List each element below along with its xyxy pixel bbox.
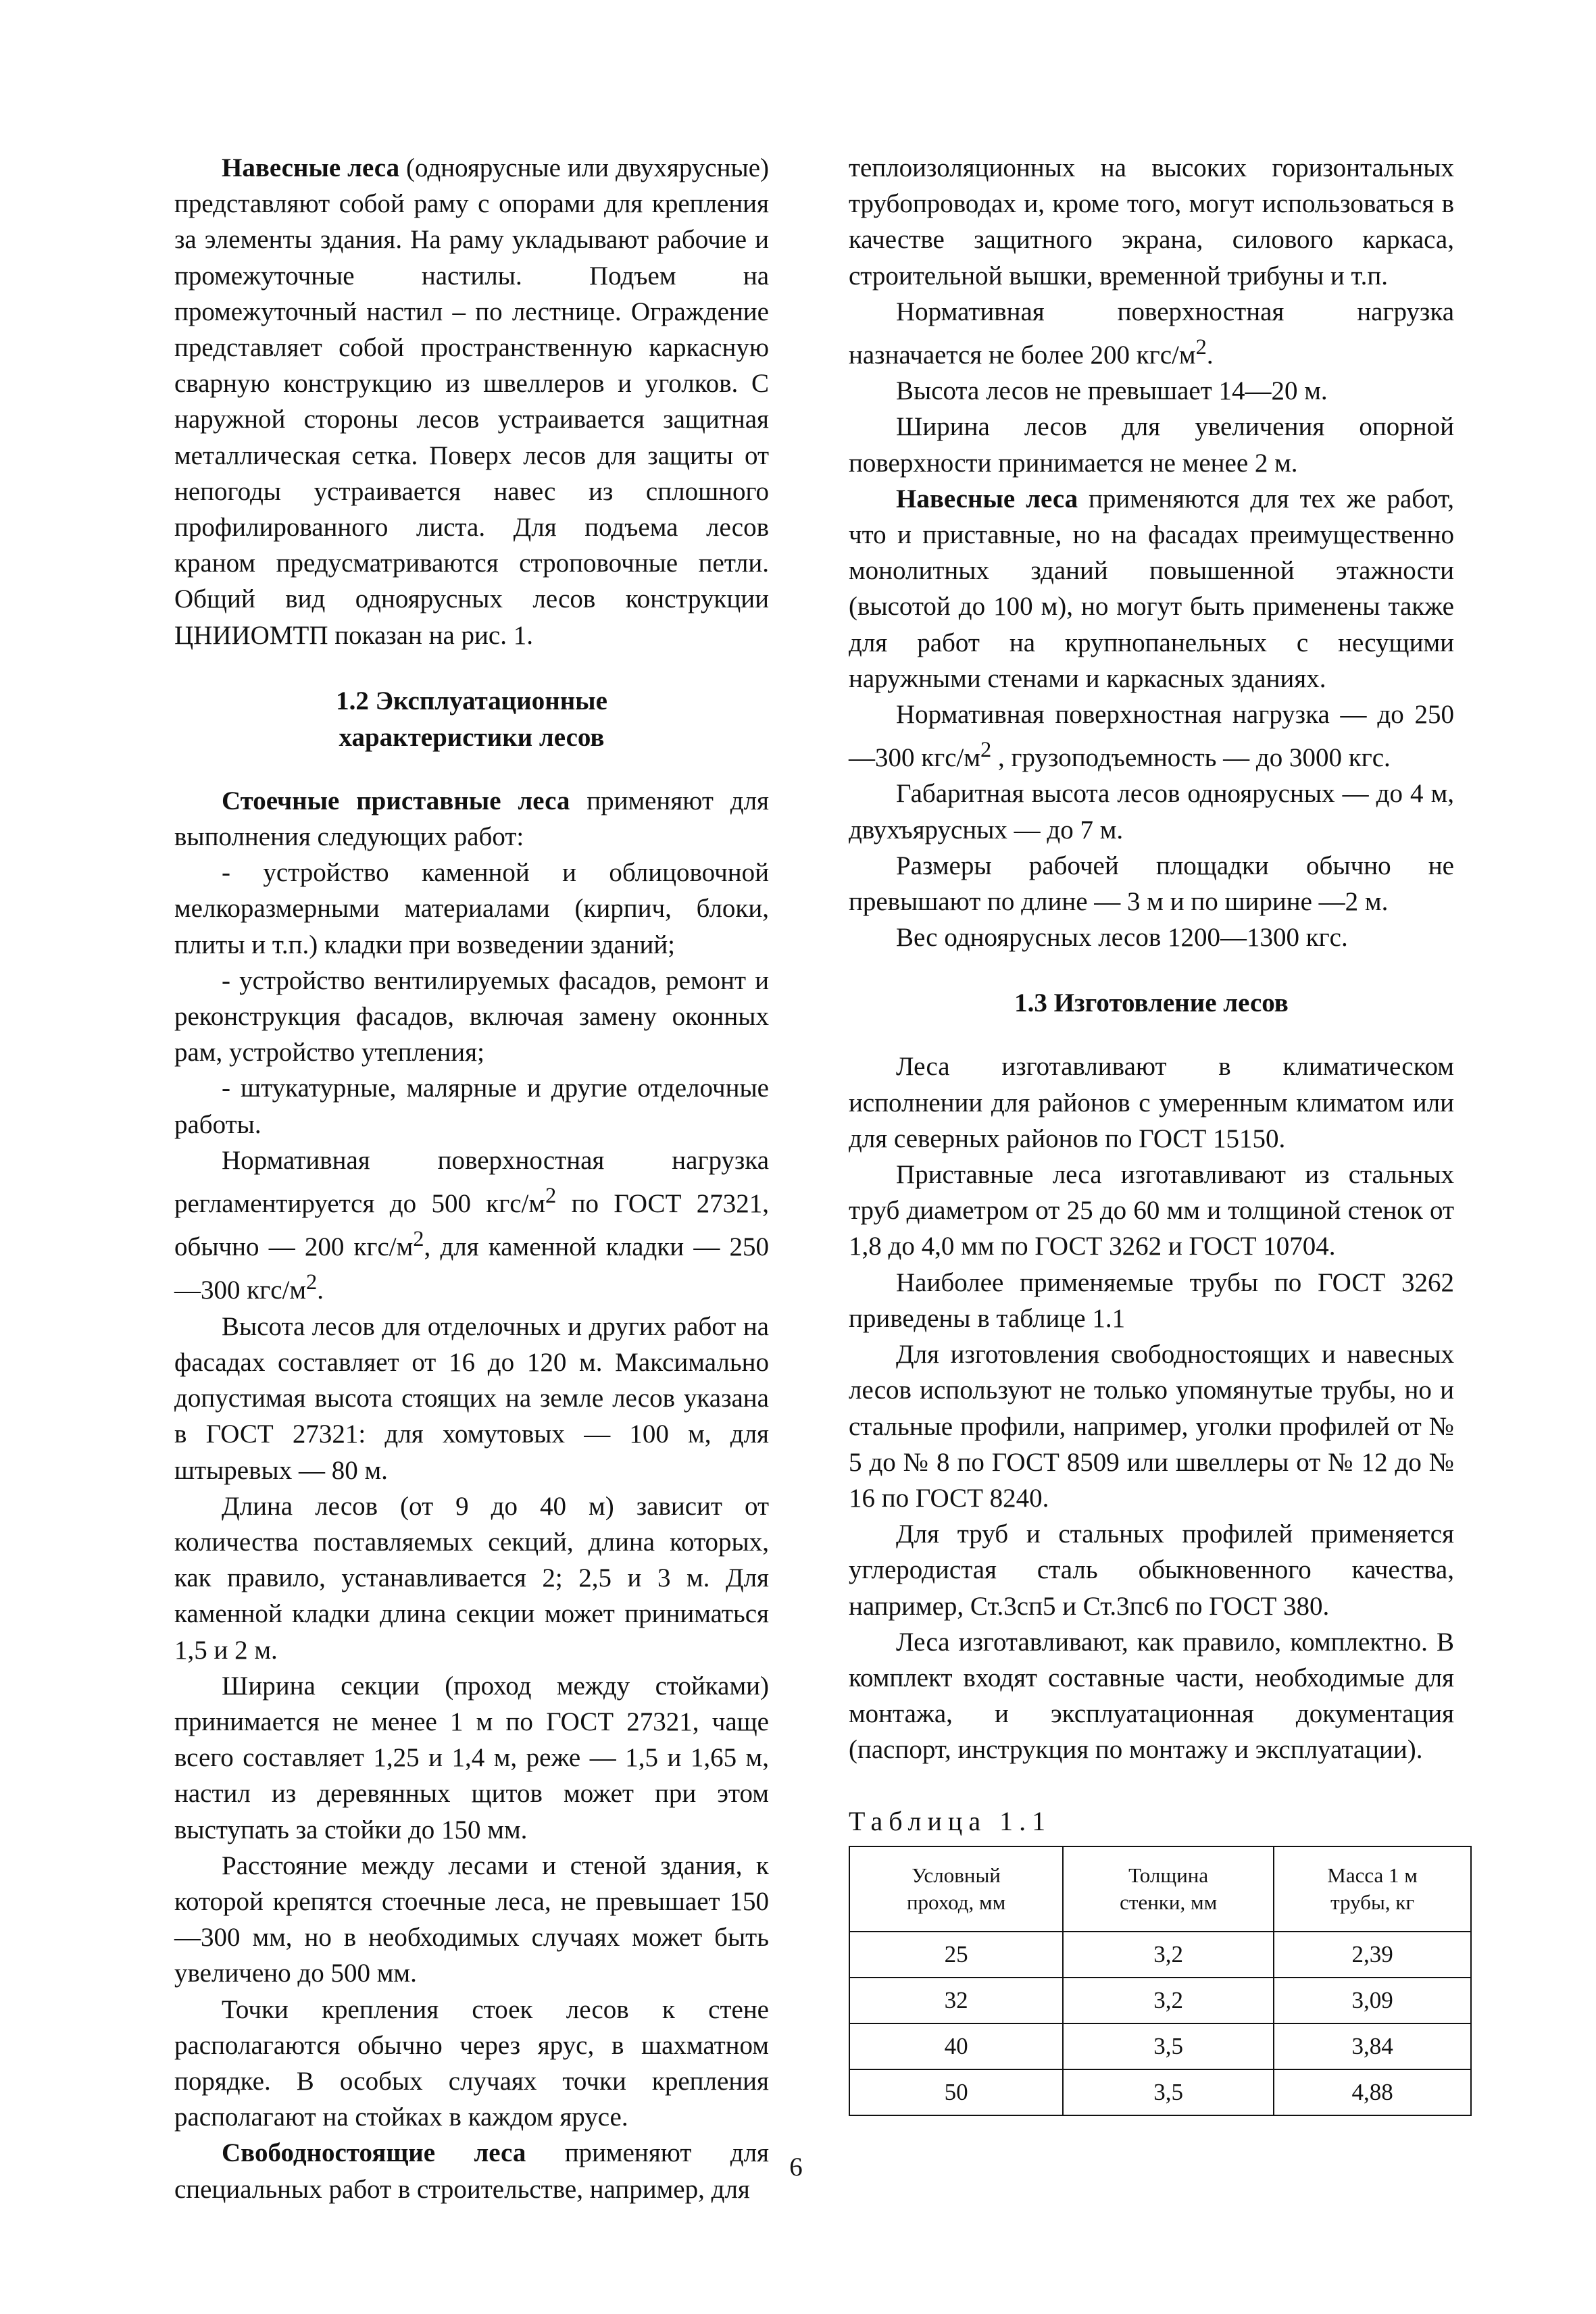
paragraph-weight: Вес одноярусных лесов 1200—1300 кгс. [896, 923, 1348, 953]
paragraph-climate: Леса изготавливают в климатическом исполнении для районов с умеренным климатом или для северных районов по ГОСТ 15150. [849, 1052, 1454, 1153]
paragraph-load-freestanding: Нормативная поверхностная нагрузка назначается не более 200 кгс/$м^2$. [849, 297, 1454, 370]
list-item: - устройство вентилируемых фасадов, ремонт и реконструкция фасадов, включая замену оконных рам, устройство утепления; [174, 965, 769, 1067]
paragraph-kit: Леса изготавливают, как правило, комплектно. В комплект входят составные части, необходимые для монтажа, и эксплуатационная документация (паспорт, инструкция по монтажу и эксплуатации). [849, 1627, 1454, 1765]
heading-line: 1.2 Эксплуатационные [336, 686, 607, 715]
table-cell: 25 [849, 1932, 1063, 1978]
table-header-cell: Условный проход, мм [849, 1846, 1063, 1932]
table-cell: 50 [849, 2069, 1063, 2115]
paragraph-height: Высота лесов для отделочных и других работ на фасадах составляет от 16 до 120 м. Максимально допустимая высота стоящих на земле лесов указана в ГОСТ 27321: для хомутовых — 100 м, для штыревых — 80 м. [174, 1311, 769, 1485]
left-column [174, 150, 769, 2207]
section-heading-1-3: 1.3 Изготовление лесов [1014, 988, 1289, 1018]
paragraph-distance: Расстояние между лесами и стеной здания, к которой крепятся стоечные леса, не превышает 150—300 мм, но в необходимых случаях может быть увеличено до 500 мм. [174, 1851, 769, 1988]
page-number: 6 [789, 2153, 803, 2182]
table-cell: 32 [849, 1978, 1063, 2023]
paragraph-freestanding: Свободностоящие леса применяют для специальных работ в строительстве, например, для [174, 2138, 769, 2204]
section-heading-1-2 [174, 683, 769, 756]
paragraph-continued: теплоизоляционных на высоких горизонтальных трубопроводах и, кроме того, могут использоваться в качестве защитного экрана, силового каркаса, строительной вышки, временной трибуны и т.п. [849, 153, 1454, 291]
table-cell: 4,88 [1274, 2069, 1471, 2115]
table-row [849, 1978, 1471, 2023]
heading-line: характеристики лесов [339, 722, 605, 752]
paragraph-width: Ширина секции (проход между стойками) принимается не менее 1 м по ГОСТ 27321, чаще всего составляет 1,25 и 1,4 м, реже — 1,5 и 1,65 м, настил из деревянных щитов может при этом выступать за стойки до 150 мм. [174, 1671, 769, 1844]
paragraph-hanging-usage: Навесные леса применяются для тех же работ, что и приставные, но на фасадах преимущественно монолитных зданий повышенной этажности (высотой до 100 м), но могут быть применены также для работ на крупнопанельных с несущими наружными стенами и каркасных зданиях. [849, 484, 1454, 693]
paragraph-steel: Для труб и стальных профилей применяется углеродистая сталь обыкновенного качества, например, Ст.3сп5 и Ст.3пс6 по ГОСТ 380. [849, 1519, 1454, 1621]
right-column [849, 150, 1454, 2116]
pipes-table [849, 1846, 1472, 2116]
table-cell: 3,2 [1063, 1978, 1274, 2023]
table-cell: 2,39 [1274, 1932, 1471, 1978]
paragraph-load-hanging: Нормативная поверхностная нагрузка — до 250—300 кгс/$м^2$ , грузоподъемность — до 3000 кгс. [849, 700, 1454, 773]
bold-term: Свободностоящие леса [222, 2138, 526, 2168]
bold-term: Стоечные приставные леса [222, 786, 570, 815]
list-item: - устройство каменной и облицовочной мелкоразмерными материалами (кирпич, блоки, плиты и т.п.) кладки при возведении зданий; [174, 858, 769, 959]
table-row [849, 2023, 1471, 2069]
paragraph-fastening: Точки крепления стоек лесов к стене располагаются обычно через ярус, в шахматном порядке. В особых случаях точки крепления располагают на стойках в каждом ярусе. [174, 1994, 769, 2132]
table-cell: 3,84 [1274, 2023, 1471, 2069]
table-caption: Таблица 1.1 [849, 1805, 1052, 1836]
paragraph-load: Нормативная поверхностная нагрузка регламентируется до 500 кгс/$м^2$ по ГОСТ 27321, обычно — 200 кгс/$м^2$, для каменной кладки — 250—300 кгс/$м^2$. [174, 1145, 769, 1305]
paragraph-standing-scaffolds: Стоечные приставные леса применяют для выполнения следующих работ: [174, 786, 769, 852]
paragraph-profiles: Для изготовления свободностоящих и навесных лесов используют не только упомянутые трубы, но и стальные профили, например, уголки профилей от № 5 до № 8 по ГОСТ 8509 или швеллеры от № 12 до № 16 по ГОСТ 8240. [849, 1340, 1454, 1513]
table-cell: 40 [849, 2023, 1063, 2069]
table-header-cell: Масса 1 м трубы, кг [1274, 1846, 1471, 1932]
table-cell: 3,09 [1274, 1978, 1471, 2023]
paragraph-pipes-table-ref: Наиболее применяемые трубы по ГОСТ 3262 приведены в таблице 1.1 [849, 1267, 1454, 1333]
paragraph-overall-height: Габаритная высота лесов одноярусных — до 4 м, двухъярусных — до 7 м. [849, 779, 1454, 845]
table-cell: 3,2 [1063, 1932, 1274, 1978]
paragraph-pipes: Приставные леса изготавливают из стальных труб диаметром от 25 до 60 мм и толщиной стенок от 1,8 до 4,0 мм по ГОСТ 3262 и ГОСТ 10704. [849, 1160, 1454, 1261]
paragraph-length: Длина лесов (от 9 до 40 м) зависит от количества поставляемых секций, длина которых, как правило, устанавливается 2; 2,5 и 3 м. Для каменной кладки длина секции может приниматься 1,5 и 2 м. [174, 1491, 769, 1665]
table-header-row [849, 1846, 1471, 1932]
table-row [849, 2069, 1471, 2115]
bold-term: Навесные леса [222, 153, 400, 182]
table-header-cell: Толщина стенки, мм [1063, 1846, 1274, 1932]
paragraph-height-freestanding: Высота лесов не превышает 14—20 м. [896, 376, 1328, 406]
table-cell: 3,5 [1063, 2023, 1274, 2069]
table-cell: 3,5 [1063, 2069, 1274, 2115]
table-row [849, 1932, 1471, 1978]
paragraph-width-freestanding: Ширина лесов для увеличения опорной поверхности принимается не менее 2 м. [849, 412, 1454, 478]
paragraph-platform-size: Размеры рабочей площадки обычно не превышают по длине — 3 м и по ширине —2 м. [849, 851, 1454, 917]
paragraph-hanging-scaffolds: Навесные леса (одноярусные или двухярусные) представляют собой раму с опорами для крепления за элементы здания. На раму укладывают рабочие и промежуточные настилы. Подъем на промежуточный настил – по лестнице. Ограждение представляет собой пространственную каркасную сварную конструкцию из швеллеров и уголков. С наружной стороны лесов устраивается защитная металлическая сетка. Поверх лесов для защиты от непогоды устраивается навес из сплошного профилированного листа. Для подъема лесов краном предусматриваются строповочные петли. Общий вид одноярусных лесов конструкции ЦНИИОМТП показан на рис. 1. [174, 153, 769, 650]
bold-term: Навесные леса [896, 484, 1078, 513]
list-item: - штукатурные, малярные и другие отделочные работы. [174, 1074, 769, 1139]
